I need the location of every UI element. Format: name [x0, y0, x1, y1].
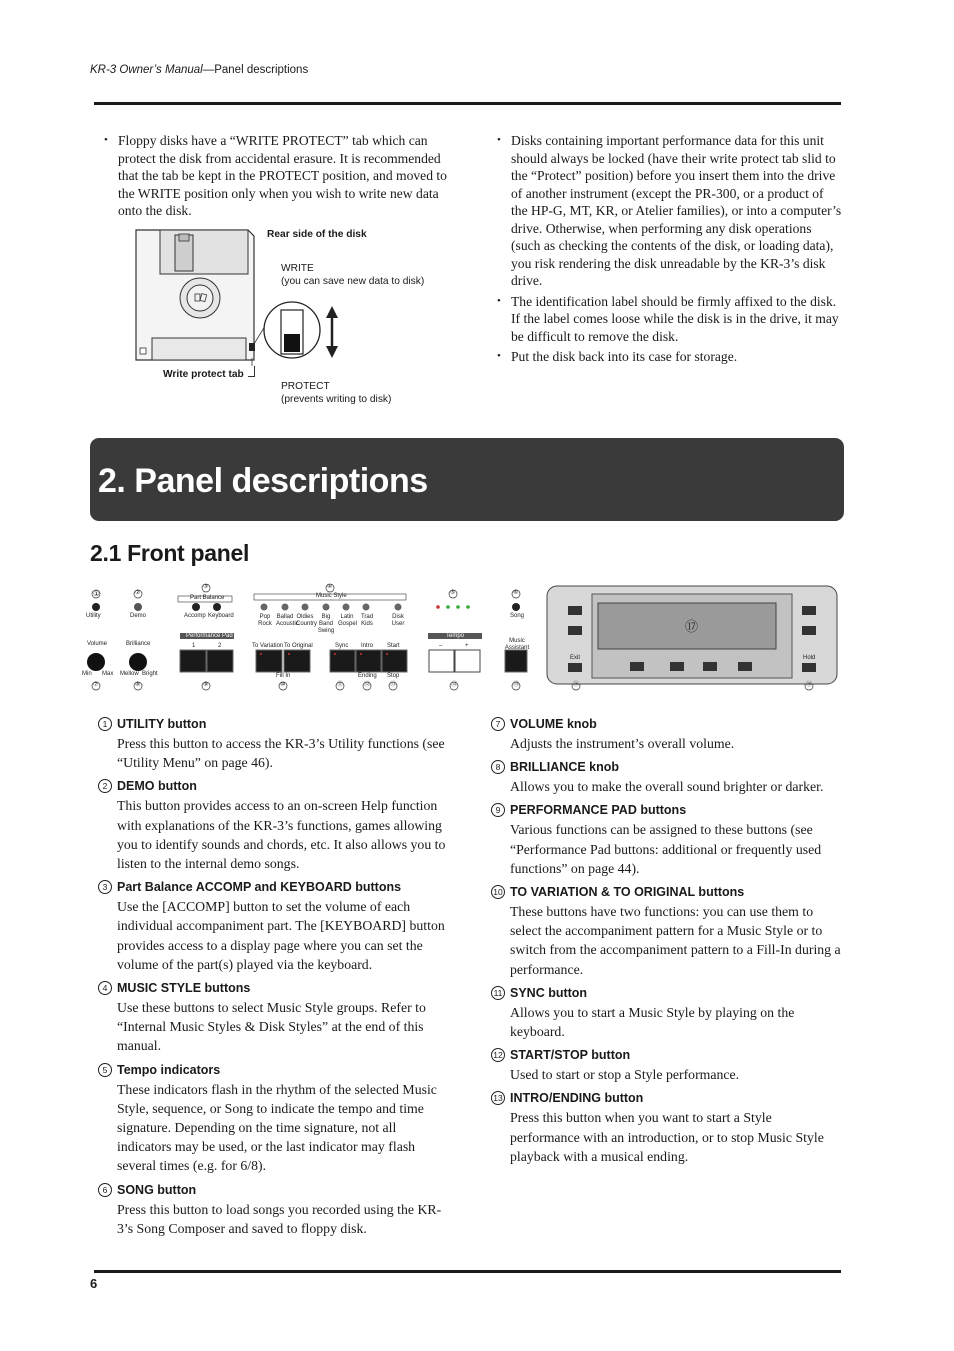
description-item	[491, 1045, 843, 1084]
description-item	[98, 714, 450, 772]
header-section: —Panel descriptions	[202, 64, 309, 76]
tempo-minus-label: –	[439, 643, 443, 649]
bullet-item: • The identification label should be firmly affixed to the disk. If the label comes loose while the disk is in the drive, it may be difficult to remove the disk.	[491, 293, 843, 346]
chapter-title: 2. Panel descriptions	[98, 462, 428, 500]
to-variation-label: To Variation	[252, 643, 284, 649]
callout-6: ⑥	[513, 590, 519, 596]
item-number: 1	[98, 717, 112, 731]
callout-11: ⑪	[337, 682, 344, 688]
callout-2: ②	[135, 590, 141, 596]
callout-8: ⑧	[135, 682, 141, 688]
item-body: Press this button to load songs you recorded using the KR-3’s Song Composer and saved to floppy disk.	[117, 1201, 442, 1236]
descriptions-right	[491, 714, 843, 1170]
item-number: 8	[491, 760, 505, 774]
item-number: 5	[98, 1063, 112, 1077]
song-label: Song	[510, 613, 525, 619]
item-body: Allows you to make the overall sound brighter or darker.	[510, 779, 824, 795]
label-protect	[281, 381, 391, 406]
front-panel-illustration	[80, 584, 840, 694]
item-title: PERFORMANCE PAD buttons	[510, 803, 687, 818]
intro-label: Intro	[361, 643, 374, 649]
item-body: These buttons have two functions: you can use them to select the accompaniment pattern for a Music Style or to switch from the accompaniment pattern to a Fill-In during a performance.	[510, 904, 841, 977]
callout-4: ④	[327, 584, 333, 590]
demo-label: Demo	[130, 613, 147, 619]
item-body: Use the [ACCOMP] button to set the volume of each individual accompaniment part. The [KEYBOARD] button provides access to a display page where you can set the volume of the part(s) played via the keyboard.	[117, 899, 445, 972]
mellow-label: Mellow	[120, 671, 139, 677]
item-title: SYNC button	[510, 985, 588, 1000]
item-title: UTILITY button	[117, 717, 207, 731]
bullet-item: • Floppy disks have a “WRITE PROTECT” tab which can protect the disk from accidental erasure. It is recommended that the tab be kept in the PROTECT position, and moved to the WRITE position only when you wish to write new data onto the disk.	[98, 132, 450, 220]
item-number: 11	[491, 986, 505, 1000]
item-title: VOLUME knob	[510, 717, 597, 731]
callout-3: ③	[203, 584, 209, 590]
item-body: Various functions can be assigned to these buttons (see “Performance Pad buttons: additional or frequently used functions” on page 44).	[510, 822, 822, 876]
item-number: 10	[491, 885, 505, 899]
accomp-label: Accomp	[184, 613, 206, 619]
start-label: Start	[387, 643, 400, 649]
section-title: 2.1 Front panel	[90, 540, 250, 566]
description-item	[491, 983, 843, 1041]
music-assistant-label: Music Assistant	[504, 638, 530, 651]
item-title: Part Balance ACCOMP and KEYBOARD buttons	[117, 880, 402, 895]
label-protect-line1: PROTECT	[281, 381, 330, 392]
item-body: Press this button to access the KR-3’s Utility functions (see “Utility Menu” on page 46).	[117, 736, 445, 771]
label-write-line1: WRITE	[281, 263, 314, 274]
top-right-column	[491, 132, 843, 369]
item-body: These indicators flash in the rhythm of the selected Music Style, sequence, or Song to indicate the tempo and time signature. Depending on the time signature, not all indicators may be used, or the last indicator may flash several times (e.g. for 6/8).	[117, 1081, 437, 1174]
utility-label: Utility	[86, 613, 101, 619]
tempo-label: Tempo	[446, 633, 465, 639]
running-header	[90, 64, 308, 76]
style-label-7: Disk User	[391, 614, 405, 627]
descriptions-left	[98, 714, 450, 1242]
style-label-5: Latin Gospel	[338, 614, 358, 627]
item-body: Press this button when you want to start a Style performance with an introduction, or to stop Music Style playback with a musical ending.	[510, 1110, 824, 1164]
top-left-column	[98, 132, 450, 223]
description-item	[491, 1088, 843, 1166]
callout-13: ⑬	[390, 682, 397, 688]
callout-12: ⑫	[364, 682, 371, 688]
keyboard-label: Keyboard	[208, 613, 234, 619]
style-label-4: Big Band Swing	[317, 614, 335, 634]
item-body: Allows you to start a Music Style by playing on the keyboard.	[510, 1004, 795, 1040]
volume-label: Volume	[87, 641, 108, 647]
item-number: 3	[98, 880, 112, 894]
floppy-disk-illustration	[130, 226, 370, 366]
top-right-bullets	[491, 132, 843, 366]
callout-7: ⑦	[93, 682, 99, 688]
description-item	[491, 800, 843, 878]
stop-label: Stop	[387, 673, 400, 679]
to-original-label: To Original	[284, 643, 313, 649]
callout-10: ⑩	[280, 682, 286, 688]
item-title: SONG button	[117, 1182, 197, 1197]
header-manual-title: KR-3 Owner’s Manual	[90, 64, 203, 76]
callout-14: ⑭	[451, 682, 458, 688]
description-item	[98, 776, 450, 873]
style-label-3: Oldies Country	[296, 614, 318, 627]
bullet-item: • Disks containing important performance data for this unit should always be locked (have their write protect tab slid to the “Protect” position) before you insert them into the drive of another instrument (except the PR-300, or a product of the HP-G, MT, KR, or Atelier families), or into a computer’s drive. Otherwise, when performing any disk operations (such as checking the contents of the disk, or loading data), you risk rendering the disk unreadable by the KR-3’s disk drive.	[491, 132, 843, 290]
page-number: 6	[90, 1276, 98, 1291]
min-label: Min	[82, 671, 92, 677]
callout-17: ⑰	[685, 619, 699, 634]
callout-16: ⑯	[573, 682, 580, 688]
item-title: START/STOP button	[510, 1048, 631, 1063]
ending-label: Ending	[358, 673, 377, 679]
item-number: 2	[98, 779, 112, 793]
item-title: TO VARIATION & TO ORIGINAL buttons	[510, 885, 745, 900]
pad-2-label: 2	[218, 643, 222, 649]
description-item	[491, 714, 843, 753]
hold-label: Hold	[803, 655, 816, 661]
description-item	[98, 978, 450, 1056]
sync-label: Sync	[335, 643, 349, 649]
item-number: 7	[491, 717, 505, 731]
label-write-protect-tab: Write protect tab	[163, 369, 244, 380]
callout-1: ①	[93, 589, 100, 598]
header-rule	[94, 102, 841, 105]
description-item	[98, 1060, 450, 1176]
top-left-bullets	[98, 132, 450, 220]
callout-15: ⑮	[513, 682, 520, 688]
label-write	[281, 263, 424, 288]
item-title: Tempo indicators	[117, 1062, 221, 1077]
description-item	[98, 877, 450, 974]
item-title: MUSIC STYLE buttons	[117, 981, 251, 996]
description-item	[491, 882, 843, 979]
item-body: Adjusts the instrument’s overall volume.	[510, 736, 735, 751]
style-label-6: Trad Kids	[360, 614, 374, 627]
description-item	[98, 1180, 450, 1238]
pad-1-label: 1	[192, 643, 196, 649]
music-style-label: Music Style	[316, 593, 347, 599]
description-item	[491, 757, 843, 796]
part-balance-label: Part Balance	[190, 595, 225, 601]
item-number: 12	[491, 1048, 505, 1062]
style-label-2: Ballad Acoustic	[276, 614, 299, 627]
item-body: This button provides access to an on-screen Help function with explanations of the KR-3’s functions, games allowing you to identify sounds and chords, etc. It also allows you to listen to the internal demo songs.	[117, 798, 446, 872]
item-title: BRILLIANCE knob	[510, 760, 620, 775]
item-number: 9	[491, 803, 505, 817]
item-body: Used to start or stop a Style performance.	[510, 1067, 740, 1083]
max-label: Max	[102, 671, 114, 677]
protect-tab-pointer	[248, 366, 255, 377]
callout-5: ⑤	[450, 590, 456, 596]
style-label-1: Pop Rock	[258, 614, 272, 627]
item-title: INTRO/ENDING button	[510, 1091, 644, 1106]
callout-18: ⑱	[806, 682, 813, 688]
footer-rule	[94, 1270, 841, 1273]
tempo-plus-label: +	[465, 643, 469, 649]
performance-pad-label: Performance Pad	[186, 633, 233, 639]
item-title: DEMO button	[117, 779, 197, 794]
item-body: Use these buttons to select Music Style groups. Refer to “Internal Music Styles & Disk Styles” at the end of this manual.	[117, 1000, 426, 1054]
brilliance-label: Brilliance	[126, 641, 151, 647]
item-number: 4	[98, 981, 112, 995]
label-write-line2: (you can save new data to disk)	[281, 275, 425, 287]
bright-label: Bright	[142, 671, 158, 677]
label-rear-side: Rear side of the disk	[267, 229, 367, 240]
callout-9: ⑨	[203, 682, 209, 688]
item-number: 6	[98, 1183, 112, 1197]
fill-in-label: Fill In	[276, 673, 291, 679]
item-number: 13	[491, 1091, 505, 1105]
label-protect-line2: (prevents writing to disk)	[281, 393, 392, 405]
bullet-item: • Put the disk back into its case for storage.	[491, 348, 843, 366]
exit-label: Exit	[570, 655, 581, 661]
